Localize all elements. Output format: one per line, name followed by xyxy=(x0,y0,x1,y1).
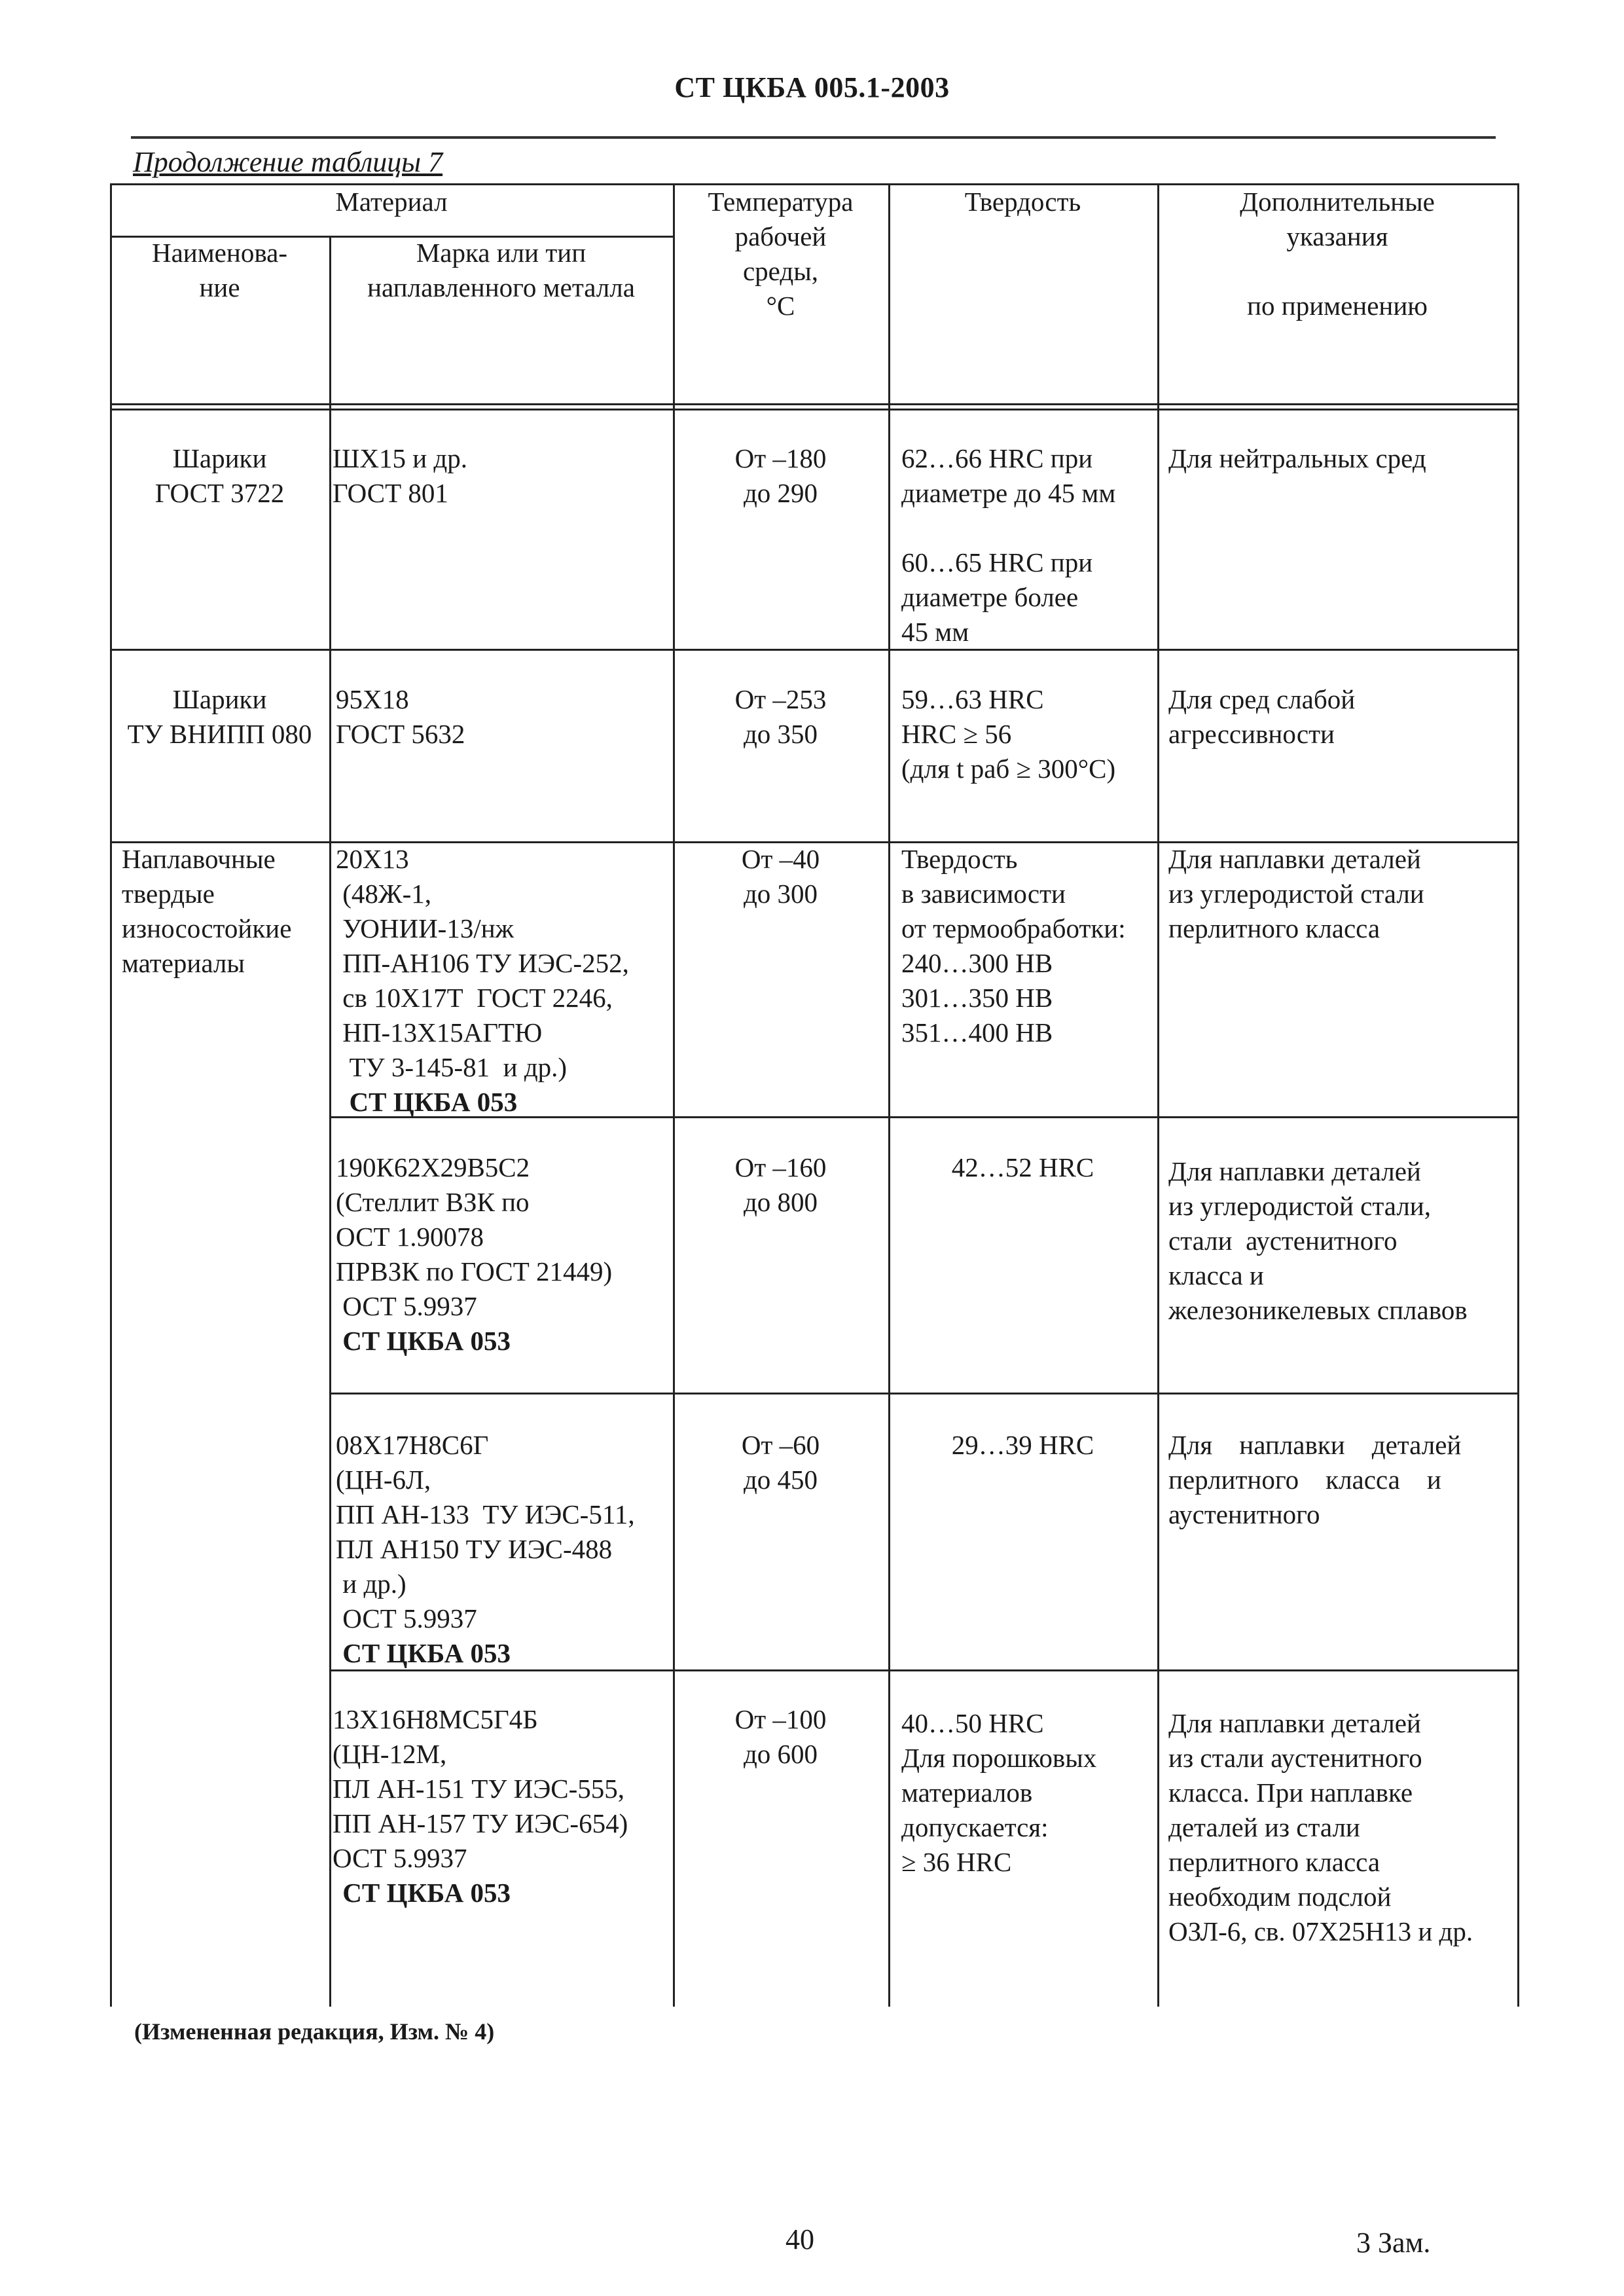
row5-grade: 08Х17Н8С6Г (ЦН-6Л, ПП АН-133 ТУ ИЭС-511, ПЛ АН150 ТУ ИЭС-488 и др.) ОСТ 5.9937 xyxy=(336,1430,635,1633)
row2-grade: 95Х18 ГОСТ 5632 xyxy=(336,684,465,749)
page-number: 40 xyxy=(785,2223,814,2255)
col-divider-name-grade xyxy=(329,236,331,2007)
row6-grade: 13Х16Н8МС5Г4Б (ЦН-12М, ПЛ АН-151 ТУ ИЭС-555, ПП АН-157 ТУ ИЭС-654) ОСТ 5.9937 xyxy=(333,1704,628,1873)
header-name: Наименова- ние xyxy=(151,238,287,302)
header-temperature: Температура рабочей среды, °С xyxy=(708,187,854,321)
row1-grade: ШХ15 и др. ГОСТ 801 xyxy=(333,443,468,508)
table-right-border xyxy=(1517,183,1519,2007)
row-divider-4 xyxy=(329,1393,1517,1394)
document-header: СТ ЦКБА 005.1-2003 xyxy=(674,71,950,103)
row5-notes: Для наплавки деталей перлитного класса и аустенитного xyxy=(1168,1430,1462,1529)
row4-notes: Для наплавки деталей из углеродистой стали, стали аустенитного класса и железоникелевых сплавов xyxy=(1168,1156,1468,1325)
row4-temperature: От –160 до 800 xyxy=(734,1152,827,1217)
col-divider-hardness-notes xyxy=(1157,183,1159,2007)
header-hardness: Твердость xyxy=(964,187,1081,217)
row5-grade-standard: СТ ЦКБА 053 xyxy=(336,1638,511,1668)
table-caption: Продолжение таблицы 7 xyxy=(133,146,443,178)
row5-temperature: От –60 до 450 xyxy=(741,1430,820,1495)
row4-hardness: 42…52 HRC xyxy=(951,1152,1094,1182)
row2-notes: Для сред слабой агрессивности xyxy=(1168,684,1356,749)
row2-name: Шарики ТУ ВНИПП 080 xyxy=(127,684,312,749)
row-divider-1 xyxy=(110,649,1517,651)
change-mark: 3 Зам. xyxy=(1356,2227,1431,2259)
row4-grade: 190К62Х29В5С2 (Стеллит ВЗК по ОСТ 1.90078 ПРВЗК по ГОСТ 21449) ОСТ 5.9937 xyxy=(336,1152,613,1321)
amendment-note: (Измененная редакция, Изм. № 4) xyxy=(134,2018,495,2045)
header-material: Материал xyxy=(335,187,448,217)
row5-hardness: 29…39 HRC xyxy=(951,1430,1094,1460)
row6-notes: Для наплавки деталей из стали аустенитного класса. При наплавке деталей из стали перлитного класса необходим подслой ОЗЛ-6, св. 07Х25Н13 и др. xyxy=(1168,1708,1473,1946)
header-bottom-rule xyxy=(110,403,1517,405)
row4-grade-standard: СТ ЦКБА 053 xyxy=(336,1326,511,1356)
header-grade: Марка или тип наплавленного металла xyxy=(367,238,635,302)
row2-temperature: От –253 до 350 xyxy=(734,684,827,749)
col-divider-temp-hardness xyxy=(888,183,890,2007)
row6-hardness: 40…50 HRC Для порошковых материалов допускается: ≥ 36 HRC xyxy=(901,1708,1097,1877)
header-rule xyxy=(131,136,1496,139)
row3-grade: 20Х13 (48Ж-1, УОНИИ-13/нж ПП-АН106 ТУ ИЭС-252, св 10Х17Т ГОСТ 2246, НП-13Х15АГТЮ ТУ 3-145-81 и др.) xyxy=(336,844,629,1082)
row6-grade-standard: СТ ЦКБА 053 xyxy=(336,1878,511,1908)
row3-temperature: От –40 до 300 xyxy=(741,844,820,909)
row1-name: Шарики ГОСТ 3722 xyxy=(154,443,285,508)
row1-temperature: От –180 до 290 xyxy=(734,443,827,508)
row6-temperature: От –100 до 600 xyxy=(734,1704,827,1769)
row1-hardness: 62…66 HRC при диаметре до 45 мм 60…65 HRC при диаметре более 45 мм xyxy=(901,443,1116,647)
row3-grade-standard: СТ ЦКБА 053 xyxy=(336,1087,518,1117)
row2-hardness: 59…63 HRC HRC ≥ 56 (для t раб ≥ 300°С) xyxy=(901,684,1116,784)
header-notes: Дополнительные указания по применению xyxy=(1240,187,1435,321)
row3-hardness: Твердость в зависимости от термообработки: 240…300 НВ 301…350 НВ 351…400 НВ xyxy=(901,844,1126,1048)
row3-notes: Для наплавки деталей из углеродистой стали перлитного класса xyxy=(1168,844,1424,943)
header-bottom-rule-2 xyxy=(110,409,1517,410)
row1-notes: Для нейтральных сред xyxy=(1168,443,1426,473)
row3-name: Наплавочные твердые износостойкие материалы xyxy=(122,844,292,978)
